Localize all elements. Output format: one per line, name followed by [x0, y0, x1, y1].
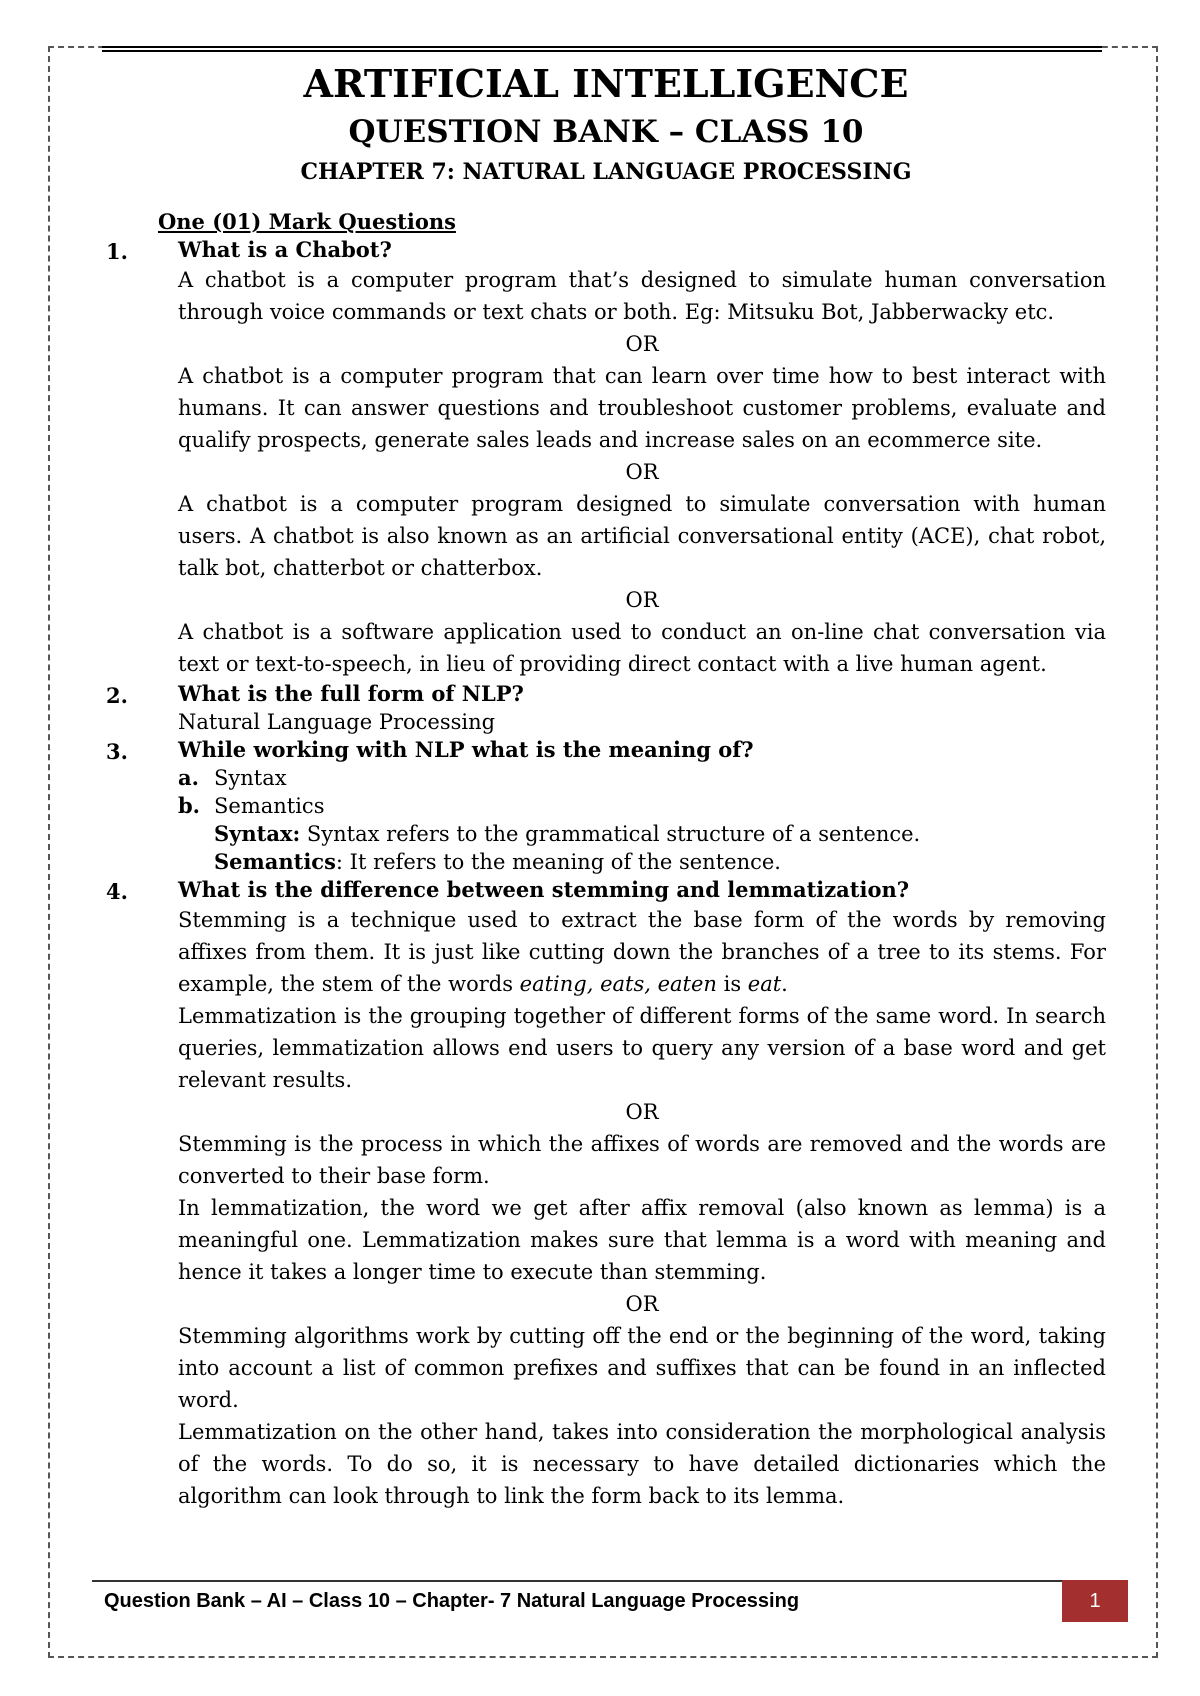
- text-run: Stemming is a technique used to extract the base form of the words by removing affixes from them. It is just like cutting down the branches of a tree to its stems. For example, the stem of the words: [178, 908, 1106, 996]
- section-title: One (01) Mark Questions: [158, 209, 456, 234]
- top-double-rule: [102, 46, 1102, 52]
- chapter-title: CHAPTER 7: NATURAL LANGUAGE PROCESSING: [300, 159, 912, 185]
- or-separator: OR: [625, 1100, 659, 1124]
- page-content: [106, 58, 1106, 1512]
- definition-text: : It refers to the meaning of the sentence.: [335, 850, 781, 874]
- or-separator: OR: [625, 332, 659, 356]
- italic-run: eating, eats, eaten: [519, 972, 717, 996]
- question-number: 1.: [106, 239, 128, 264]
- page-number: 1: [1062, 1580, 1128, 1622]
- answer-paragraph: A chatbot is a computer program that’s designed to simulate human conversation through voice commands or text chats or both. Eg: Mitsuku Bot, Jabberwacky etc.: [178, 268, 1106, 324]
- syntax-definition: [178, 820, 1106, 848]
- answer-paragraph: A chatbot is a computer program designed to simulate conversation with human users. A chatbot is also known as an artificial conversational entity (ACE), chat robot, talk bot, chatterbot or chatterbox.: [178, 492, 1106, 580]
- question-number: 2.: [106, 683, 128, 708]
- definition-term: Syntax:: [214, 821, 301, 846]
- question-number: 4.: [106, 879, 128, 904]
- option-text: Semantics: [214, 794, 325, 818]
- question-text: What is the difference between stemming and lemmatization?: [178, 877, 910, 902]
- definition-term: Semantics: [214, 849, 336, 874]
- answer-text: Natural Language Processing: [178, 710, 496, 734]
- option-a: [178, 764, 1106, 792]
- or-separator: OR: [625, 460, 659, 484]
- answer-paragraph: Lemmatization is the grouping together of different forms of the same word. In search queries, lemmatization allows end users to query any version of a base word and get relevant results.: [178, 1004, 1106, 1092]
- or-separator: OR: [625, 1292, 659, 1316]
- document-title: ARTIFICIAL INTELLIGENCE: [303, 61, 909, 106]
- option-text: Syntax: [214, 766, 287, 790]
- question-4: [106, 876, 1106, 1512]
- answer-paragraph: Stemming algorithms work by cutting off the end or the beginning of the word, taking into account a list of common prefixes and suffixes that can be found in an inflected word.: [178, 1324, 1106, 1412]
- or-separator: OR: [625, 588, 659, 612]
- question-2: [106, 680, 1106, 736]
- answer-paragraph: [178, 904, 1106, 1000]
- question-text: While working with NLP what is the meaning of?: [178, 737, 754, 762]
- question-text: What is a Chabot?: [178, 237, 392, 262]
- option-b: [178, 792, 1106, 820]
- answer-paragraph: In lemmatization, the word we get after affix removal (also known as lemma) is a meaningful one. Lemmatization makes sure that lemma is a word with meaning and hence it takes a longer time to execute than stemming.: [178, 1196, 1106, 1284]
- answer-paragraph: Lemmatization on the other hand, takes into consideration the morphological analysis of the words. To do so, it is necessary to have detailed dictionaries which the algorithm can look through to link the form back to its lemma.: [178, 1420, 1106, 1508]
- question-1: [106, 236, 1106, 680]
- text-run: is: [716, 972, 748, 996]
- text-run: .: [781, 972, 788, 996]
- definition-text: Syntax refers to the grammatical structure of a sentence.: [306, 822, 921, 846]
- question-number: 3.: [106, 739, 128, 764]
- italic-run: eat: [747, 972, 782, 996]
- answer-paragraph: Stemming is the process in which the affixes of words are removed and the words are converted to their base form.: [178, 1132, 1106, 1188]
- option-label: a.: [178, 765, 199, 790]
- document-subtitle: QUESTION BANK – CLASS 10: [348, 114, 864, 150]
- question-3: [106, 736, 1106, 876]
- question-text: What is the full form of NLP?: [178, 681, 524, 706]
- answer-paragraph: A chatbot is a software application used to conduct an on-line chat conversation via text or text-to-speech, in lieu of providing direct contact with a live human agent.: [178, 620, 1106, 676]
- semantics-definition: [178, 848, 1106, 876]
- footer-rule: [92, 1580, 1102, 1582]
- option-label: b.: [178, 793, 200, 818]
- footer-text: Question Bank – AI – Class 10 – Chapter- 7 Natural Language Processing: [104, 1590, 800, 1612]
- answer-paragraph: A chatbot is a computer program that can learn over time how to best interact with humans. It can answer questions and troubleshoot customer problems, evaluate and qualify prospects, generate sales leads and increase sales on an ecommerce site.: [178, 364, 1106, 452]
